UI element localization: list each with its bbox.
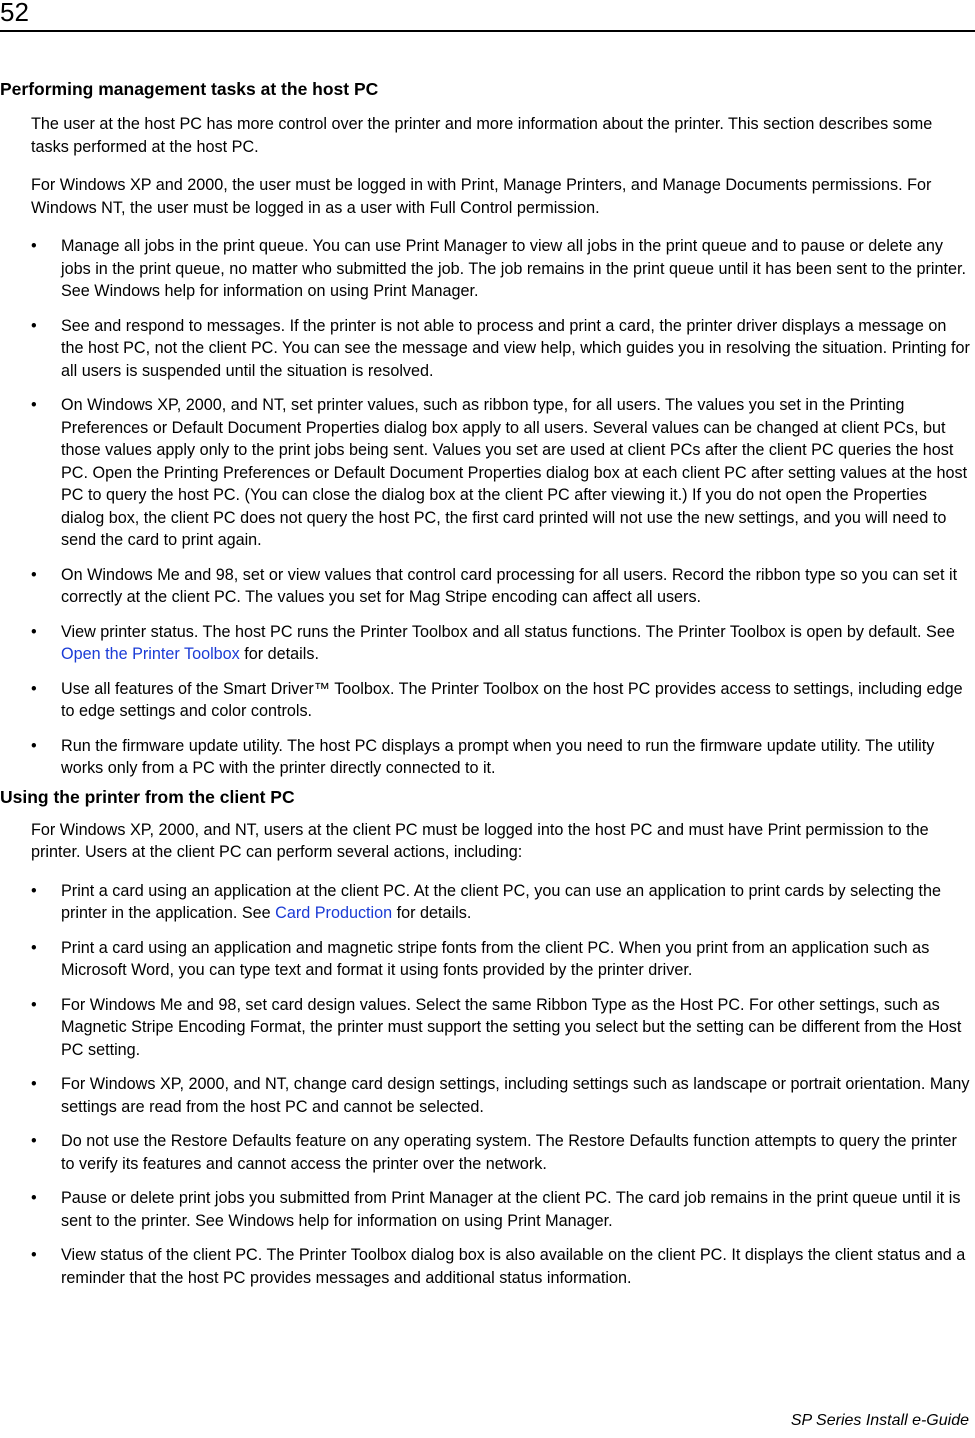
bullet-icon: • bbox=[31, 881, 37, 900]
card-production-link[interactable]: Card Production bbox=[275, 904, 393, 922]
list-item: • On Windows Me and 98, set or view values that control card processing for all users. Record the ribbon type so you can set it correctly at the client PC. The values you set for Mag Stripe encoding can affect all users. bbox=[31, 565, 958, 606]
list-item: • On Windows XP, 2000, and NT, set printer values, such as ribbon type, for all users. The values you set in the Printing Preferences or Default Document Properties dialog box apply to all users. Several values can be changed at client PCs, but those values apply only to the print jobs being sent. Values you set are used at client PCs after the client PC queries the host PC. Open the Printing Preferences or Default Document Properties dialog box at each client PC after setting values at the host PC to query the host PC. (You can close the dialog box at the client PC after viewing it.) If you do not open the Properties dialog box, the client PC does not query the host PC, the first card printed will not use the new settings, and you will need to send the card to print again. bbox=[31, 396, 968, 549]
list-item: • Run the firmware update utility. The host PC displays a prompt when you need to run the firmware update utility. The utility works only from a PC with the printer directly connected to it. bbox=[31, 736, 935, 777]
bullet-icon: • bbox=[31, 736, 37, 755]
list-item: • View status of the client PC. The Printer Toolbox dialog box is also available on the client PC. It displays the client status and a reminder that the host PC provides messages and additional status information. bbox=[31, 1246, 966, 1287]
bullet-icon: • bbox=[31, 679, 37, 698]
list-item: • For Windows Me and 98, set card design values. Select the same Ribbon Type as the Host PC. For other settings, such as Magnetic Stripe Encoding Format, the printer must support the setting you select but the setting can be different from the Host PC setting. bbox=[31, 995, 962, 1059]
bullet-icon: • bbox=[31, 622, 37, 641]
bullet-icon: • bbox=[31, 396, 37, 414]
bullet-icon: • bbox=[31, 565, 37, 584]
paragraph: For Windows XP, 2000, and NT, users at the client PC must be logged into the host PC and must have Print permission to the printer. Users at the client PC can perform several actions, including: bbox=[31, 820, 929, 861]
list-item: • For Windows XP, 2000, and NT, change card design settings, including settings such as landscape or portrait orientation. Many settings are read from the host PC and cannot be selected. bbox=[31, 1075, 970, 1116]
bullet-icon: • bbox=[31, 995, 37, 1014]
list-item: • Use all features of the Smart Driver™ Toolbox. The Printer Toolbox on the host PC provides access to settings, including edge to edge settings and color controls. bbox=[31, 679, 963, 720]
list-item: • Print a card using an application at the client PC. At the client PC, you can use an application to print cards by selecting the printer in the application. See Card Production for details. bbox=[31, 881, 942, 922]
bullet-icon: • bbox=[31, 938, 37, 957]
list-item: • Print a card using an application and magnetic stripe fonts from the client PC. When you print from an application such as Microsoft Word, you can type text and format it using fonts provided by the printer driver. bbox=[31, 938, 930, 979]
open-printer-toolbox-link[interactable]: Open the Printer Toolbox bbox=[61, 645, 240, 663]
bullet-icon: • bbox=[31, 1189, 37, 1207]
page-number: 52 bbox=[0, 0, 29, 27]
bullet-icon: • bbox=[31, 316, 37, 335]
list-item: • Do not use the Restore Defaults feature on any operating system. The Restore Defaults function attempts to query the printer to verify its features and cannot access the printer over the network. bbox=[31, 1132, 957, 1173]
bullet-icon: • bbox=[31, 1132, 37, 1150]
client-actions-list bbox=[0, 880, 972, 1290]
bullet-icon: • bbox=[31, 1246, 37, 1264]
paragraph: For Windows XP and 2000, the user must be logged in with Print, Manage Printers, and Manage Documents permissions. For Windows NT, the user must be logged in as a user with Full Control permission. bbox=[31, 176, 932, 217]
page-content bbox=[0, 78, 972, 1301]
list-item: • See and respond to messages. If the printer is not able to process and print a card, the printer driver displays a message on the host PC, not the client PC. You can see the message and view help, which guides you in resolving the situation. Printing for all users is suspended until the situation is resolved. bbox=[31, 316, 970, 380]
list-item: • Manage all jobs in the print queue. You can use Print Manager to view all jobs in the print queue and to pause or delete any jobs in the print queue, no matter who submitted the job. The job remains in the print queue until it has been sent to the printer. See Windows help for information on using Print Manager. bbox=[31, 237, 966, 300]
host-tasks-list bbox=[0, 235, 972, 780]
list-item: • Pause or delete print jobs you submitted from Print Manager at the client PC. The card job remains in the print queue until it is sent to the printer. See Windows help for information on using Print Manager. bbox=[31, 1189, 961, 1230]
section-heading-host-pc: Performing management tasks at the host PC bbox=[0, 79, 379, 99]
header-rule bbox=[0, 30, 975, 32]
section-heading-client-pc: Using the printer from the client PC bbox=[0, 786, 295, 807]
bullet-icon: • bbox=[31, 237, 37, 255]
list-item: • View printer status. The host PC runs the Printer Toolbox and all status functions. The Printer Toolbox is open by default. See Open the Printer Toolbox for details. bbox=[31, 622, 955, 663]
footer-guide-title: SP Series Install e-Guide bbox=[790, 1412, 969, 1429]
bullet-icon: • bbox=[31, 1075, 37, 1093]
paragraph: The user at the host PC has more control over the printer and more information about the printer. This section describes some tasks performed at the host PC. bbox=[31, 115, 933, 156]
